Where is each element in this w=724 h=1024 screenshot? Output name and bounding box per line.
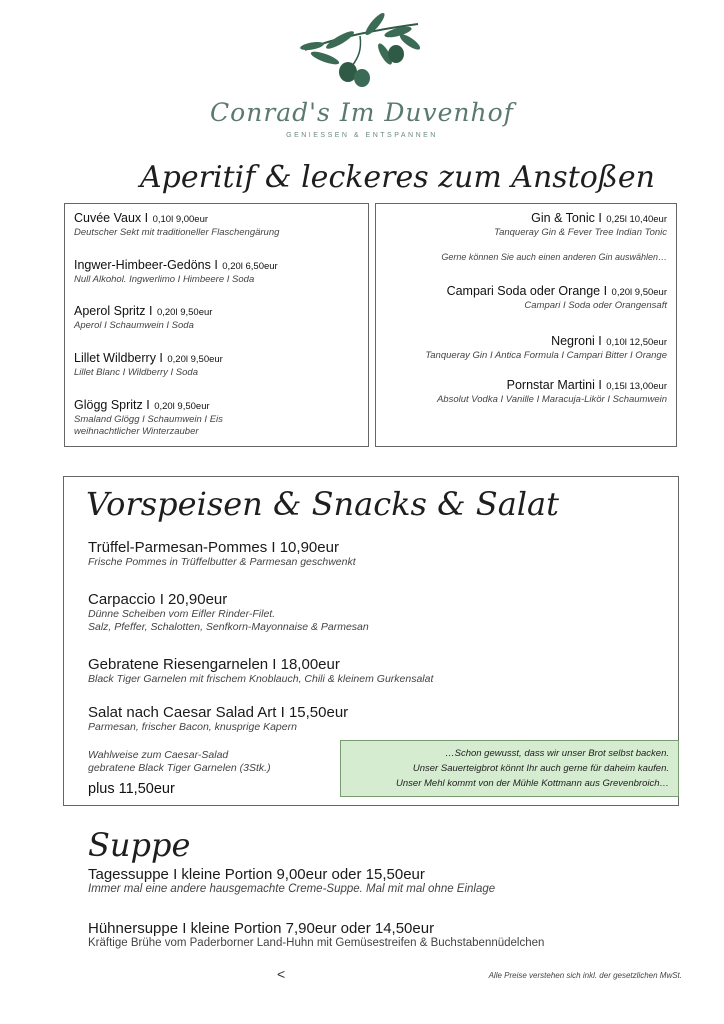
dish-item: Carpaccio I 20,90eur Dünne Scheiben vom Eifler Rinder-Filet. Salz, Pfeffer, Schalotten, Senfkorn-Mayonnaise & Parmesan xyxy=(88,591,369,633)
drink-item: Gin & Tonic I 0,25l 10,40eur Tanqueray Gin & Fever Tree Indian Tonic xyxy=(494,211,667,238)
section-title-soups: Suppe xyxy=(88,826,191,864)
bread-info-box: …Schon gewusst, dass wir unser Brot selbst backen. Unser Sauerteigbrot könnt Ihr auch gerne für daheim kaufen. Unser Mehl kommt von der Mühle Kottmann aus Grevenbroich… xyxy=(340,740,679,797)
gin-note: Gerne können Sie auch einen anderen Gin auswählen… xyxy=(441,252,667,262)
section-title-starters: Vorspeisen & Snacks & Salat xyxy=(86,485,559,523)
soup-item: Hühnersuppe I kleine Portion 7,90eur oder 14,50eur Kräftige Brühe vom Paderborner Land-Huhn mit Gemüsestreifen & Buchstabennüdelchen xyxy=(88,920,545,949)
drink-item: Cuvée Vaux I 0,10l 9,00eur Deutscher Sekt mit traditioneller Flaschengärung xyxy=(74,211,280,238)
soup-item: Tagessuppe I kleine Portion 9,00eur oder 15,50eur Immer mal eine andere hausgemachte Creme-Suppe. Mal mit mal ohne Einlage xyxy=(88,866,496,895)
drink-item: Pornstar Martini I 0,15l 13,00eur Absolut Vodka I Vanille I Maracuja-Likör I Schaumwein xyxy=(436,378,667,405)
drink-item: Campari Soda oder Orange I 0,20l 9,50eur Campari I Soda oder Orangensaft xyxy=(446,284,667,311)
brand-name: Conrad's Im Duvenhof xyxy=(210,98,514,127)
section-title-aperitif: Aperitif & leckeres zum Anstoßen xyxy=(140,160,655,195)
aperitif-right-box xyxy=(375,203,677,447)
drink-item: Negroni I 0,10l 12,50eur Tanqueray Gin I Antica Formula I Campari Bitter I Orange xyxy=(425,334,667,361)
caesar-option: Wahlweise zum Caesar-Salad gebratene Black Tiger Garnelen (3Stk.) xyxy=(88,749,271,774)
drink-item: Aperol Spritz I 0,20l 9,50eur Aperol I Schaumwein I Soda xyxy=(74,304,213,331)
back-arrow-icon[interactable]: < xyxy=(277,966,286,982)
brand-tagline: GENIESSEN & ENTSPANNEN xyxy=(286,132,438,139)
drink-item: Ingwer-Himbeer-Gedöns I 0,20l 6,50eur Null Alkohol. Ingwerlimo I Himbeere I Soda xyxy=(74,258,278,285)
aperitif-left-box xyxy=(64,203,369,447)
footer-note: Alle Preise verstehen sich inkl. der gesetzlichen MwSt. xyxy=(488,971,682,980)
olive-branch-icon xyxy=(300,10,425,92)
drink-item: Glögg Spritz I 0,20l 9,50eur Smaland Glögg I Schaumwein I Eis weihnachtlicher Winterzauber xyxy=(74,398,223,437)
caesar-option-price: plus 11,50eur xyxy=(88,781,175,797)
dish-item: Gebratene Riesengarnelen I 18,00eur Black Tiger Garnelen mit frischem Knoblauch, Chili & kleinem Gurkensalat xyxy=(88,656,434,685)
drink-item: Lillet Wildberry I 0,20l 9,50eur Lillet Blanc I Wildberry I Soda xyxy=(74,351,223,378)
dish-item: Salat nach Caesar Salad Art I 15,50eur Parmesan, frischer Bacon, knusprige Kapern xyxy=(88,704,349,733)
dish-item: Trüffel-Parmesan-Pommes I 10,90eur Frische Pommes in Trüffelbutter & Parmesan geschwenkt xyxy=(88,539,356,568)
